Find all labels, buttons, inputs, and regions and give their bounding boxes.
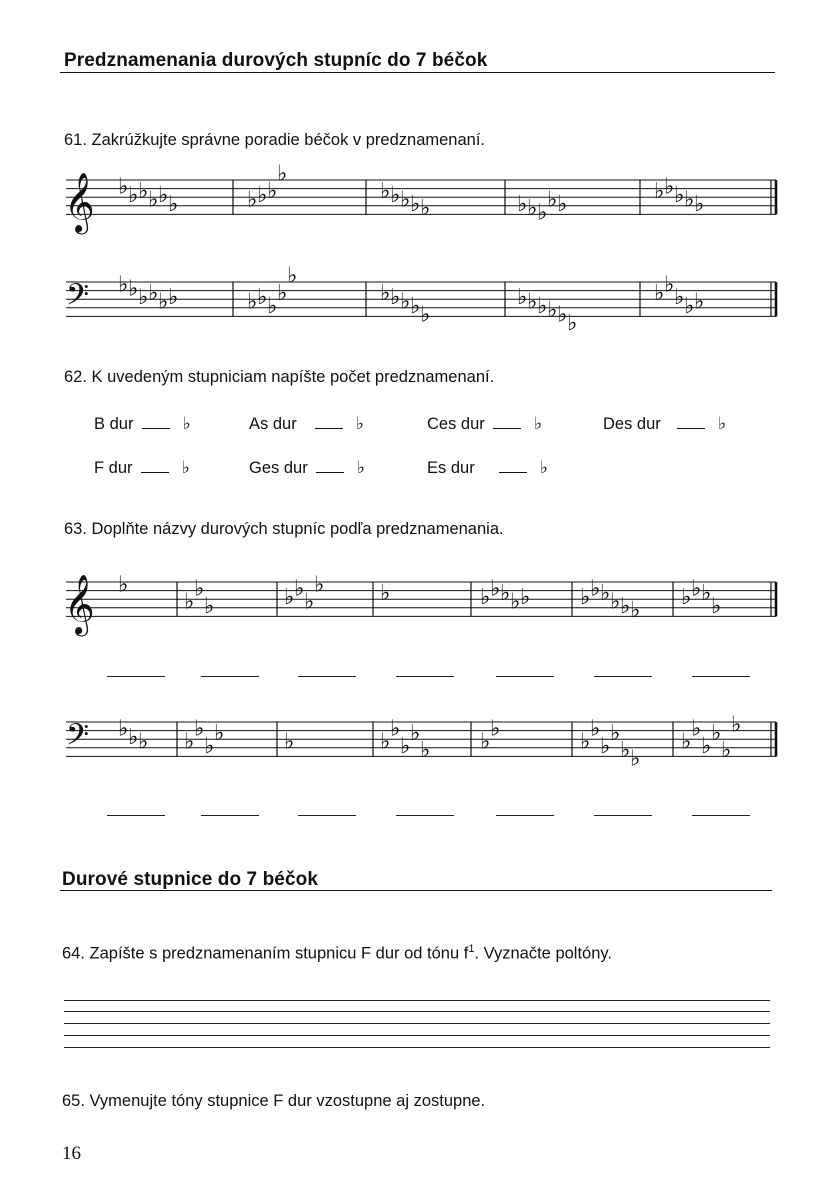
flat-icon: ♭ — [284, 729, 295, 755]
flat-icon: ♭ — [287, 263, 298, 289]
fill-item-label: B dur — [94, 415, 134, 433]
flat-icon: ♭ — [380, 280, 391, 306]
flat-icon: ♭ — [500, 580, 511, 606]
flat-icon: ♭ — [480, 585, 491, 611]
flat-icon: ♭ — [138, 285, 149, 311]
flat-icon: ♭ — [294, 576, 305, 602]
flat-icon: ♭ — [691, 716, 702, 742]
flat-icon: ♭ — [654, 178, 665, 204]
flat-icon: ♭ — [600, 733, 611, 759]
flat-icon: ♭ — [257, 285, 268, 311]
flat-icon: ♭ — [284, 585, 295, 611]
flat-icon: ♭ — [480, 729, 491, 755]
flat-icon: ♭ — [400, 187, 411, 213]
section-title-major-scales: Durové stupnice do 7 béčok — [62, 869, 318, 890]
question-65: 65. Vymenujte tóny stupnice F dur vzostupne aj zostupne. — [62, 1092, 486, 1110]
section-title-key-signatures: Predznamenania durových stupníc do 7 béčok — [64, 50, 488, 71]
flat-icon: ♭ — [168, 285, 179, 311]
flat-icon: ♭ — [277, 161, 288, 187]
flat-icon: ♭ — [267, 293, 278, 319]
flat-icon: ♭ — [118, 272, 129, 298]
flat-icon: ♭ — [138, 178, 149, 204]
flat-icon: ♭ — [684, 187, 695, 213]
flat-icon: ♭ — [168, 191, 179, 217]
flat-icon: ♭ — [128, 183, 139, 209]
flat-icon: ♭ — [304, 589, 315, 615]
flat-icon: ♭ — [128, 725, 139, 751]
flat-icon: ♭ — [410, 720, 421, 746]
flat-icon: ♭ — [539, 458, 548, 477]
flat-icon: ♭ — [590, 576, 601, 602]
flat-icon: ♭ — [610, 589, 621, 615]
fill-item-label: Ces dur — [427, 415, 485, 433]
flat-icon: ♭ — [547, 187, 558, 213]
flat-icon: ♭ — [701, 580, 712, 606]
flat-icon: ♭ — [380, 580, 391, 606]
flat-icon: ♭ — [184, 729, 195, 755]
flat-icon: ♭ — [204, 593, 215, 619]
flat-icon: ♭ — [420, 738, 431, 764]
flat-icon: ♭ — [517, 191, 528, 217]
flat-icon: ♭ — [664, 174, 675, 200]
flat-icon: ♭ — [731, 712, 742, 738]
flat-icon: ♭ — [148, 280, 159, 306]
flat-icon: ♭ — [194, 576, 205, 602]
flat-icon: ♭ — [257, 183, 268, 209]
flat-icon: ♭ — [194, 716, 205, 742]
flat-icon: ♭ — [537, 200, 548, 226]
bass-clef-icon: 𝄢 — [66, 278, 90, 320]
flat-icon: ♭ — [681, 585, 692, 611]
flat-icon: ♭ — [684, 293, 695, 319]
flat-icon: ♭ — [380, 178, 391, 204]
flat-icon: ♭ — [182, 414, 191, 433]
flat-icon: ♭ — [277, 280, 288, 306]
fill-item-label: Ges dur — [249, 459, 308, 477]
flat-icon: ♭ — [620, 593, 631, 619]
question-64-text: 64. Zapíšte s predznamenaním stupnicu F dur od tónu f — [62, 944, 469, 963]
flat-icon: ♭ — [314, 572, 325, 598]
flat-icon: ♭ — [620, 738, 631, 764]
flat-icon: ♭ — [721, 738, 732, 764]
flat-icon: ♭ — [691, 576, 702, 602]
question-64-superscript: 1 — [468, 943, 475, 955]
flat-icon: ♭ — [204, 733, 215, 759]
fill-item-label: Es dur — [427, 459, 475, 477]
flat-icon: ♭ — [674, 183, 685, 209]
flat-icon: ♭ — [247, 187, 258, 213]
flat-icon: ♭ — [420, 302, 431, 328]
flat-icon: ♭ — [557, 191, 568, 217]
flat-icon: ♭ — [118, 174, 129, 200]
question-61: 61. Zakrúžkujte správne poradie béčok v predznamenaní. — [64, 131, 485, 149]
flat-icon: ♭ — [717, 414, 726, 433]
flat-icon: ♭ — [128, 276, 139, 302]
flat-icon: ♭ — [247, 289, 258, 315]
flat-icon: ♭ — [184, 589, 195, 615]
flat-icon: ♭ — [610, 720, 621, 746]
flat-icon: ♭ — [380, 729, 391, 755]
flat-icon: ♭ — [694, 191, 705, 217]
treble-clef-icon: 𝄞 — [64, 574, 95, 635]
fill-item-label: As dur — [249, 415, 297, 433]
flat-icon: ♭ — [567, 311, 578, 336]
question-64-text-end: . Vyznačte poltóny. — [474, 944, 613, 963]
flat-icon: ♭ — [557, 302, 568, 328]
flat-icon: ♭ — [158, 289, 169, 315]
flat-icon: ♭ — [664, 272, 675, 298]
flat-icon: ♭ — [181, 458, 190, 477]
flat-icon: ♭ — [527, 289, 538, 315]
flat-icon: ♭ — [400, 289, 411, 315]
flat-icon: ♭ — [711, 593, 722, 619]
question-62: 62. K uvedeným stupniciam napíšte počet predznamenaní. — [64, 368, 495, 386]
flat-icon: ♭ — [410, 293, 421, 319]
flat-icon: ♭ — [547, 298, 558, 324]
flat-icon: ♭ — [630, 598, 641, 624]
flat-icon: ♭ — [214, 720, 225, 746]
fill-item-label: Des dur — [603, 415, 661, 433]
flat-icon: ♭ — [355, 414, 364, 433]
flat-icon: ♭ — [267, 178, 278, 204]
flat-icon: ♭ — [630, 746, 641, 772]
flat-icon: ♭ — [600, 580, 611, 606]
flat-icon: ♭ — [520, 585, 531, 611]
bass-clef-icon: 𝄢 — [66, 718, 90, 760]
flat-icon: ♭ — [517, 285, 528, 311]
flat-icon: ♭ — [674, 285, 685, 311]
flat-icon: ♭ — [390, 183, 401, 209]
flat-icon: ♭ — [148, 187, 159, 213]
treble-clef-icon: 𝄞 — [64, 172, 95, 233]
flat-icon: ♭ — [580, 585, 591, 611]
flat-icon: ♭ — [537, 293, 548, 319]
flat-icon: ♭ — [356, 458, 365, 477]
flat-icon: ♭ — [390, 716, 401, 742]
flat-icon: ♭ — [580, 729, 591, 755]
flat-icon: ♭ — [701, 733, 712, 759]
flat-icon: ♭ — [420, 196, 431, 222]
flat-icon: ♭ — [410, 191, 421, 217]
flat-icon: ♭ — [490, 716, 501, 742]
flat-icon: ♭ — [527, 196, 538, 222]
flat-icon: ♭ — [590, 716, 601, 742]
flat-icon: ♭ — [654, 280, 665, 306]
flat-icon: ♭ — [158, 183, 169, 209]
flat-icon: ♭ — [510, 589, 521, 615]
fill-item-label: F dur — [94, 459, 133, 477]
flat-icon: ♭ — [390, 285, 401, 311]
flat-icon: ♭ — [138, 729, 149, 755]
page-number: 16 — [62, 1143, 81, 1164]
flat-icon: ♭ — [681, 729, 692, 755]
flat-icon: ♭ — [711, 720, 722, 746]
flat-icon: ♭ — [694, 289, 705, 315]
flat-icon: ♭ — [400, 733, 411, 759]
flat-icon: ♭ — [490, 576, 501, 602]
question-63: 63. Doplňte názvy durových stupníc podľa predznamenania. — [64, 520, 504, 538]
flat-icon: ♭ — [533, 414, 542, 433]
flat-icon: ♭ — [118, 572, 129, 598]
flat-icon: ♭ — [118, 716, 129, 742]
